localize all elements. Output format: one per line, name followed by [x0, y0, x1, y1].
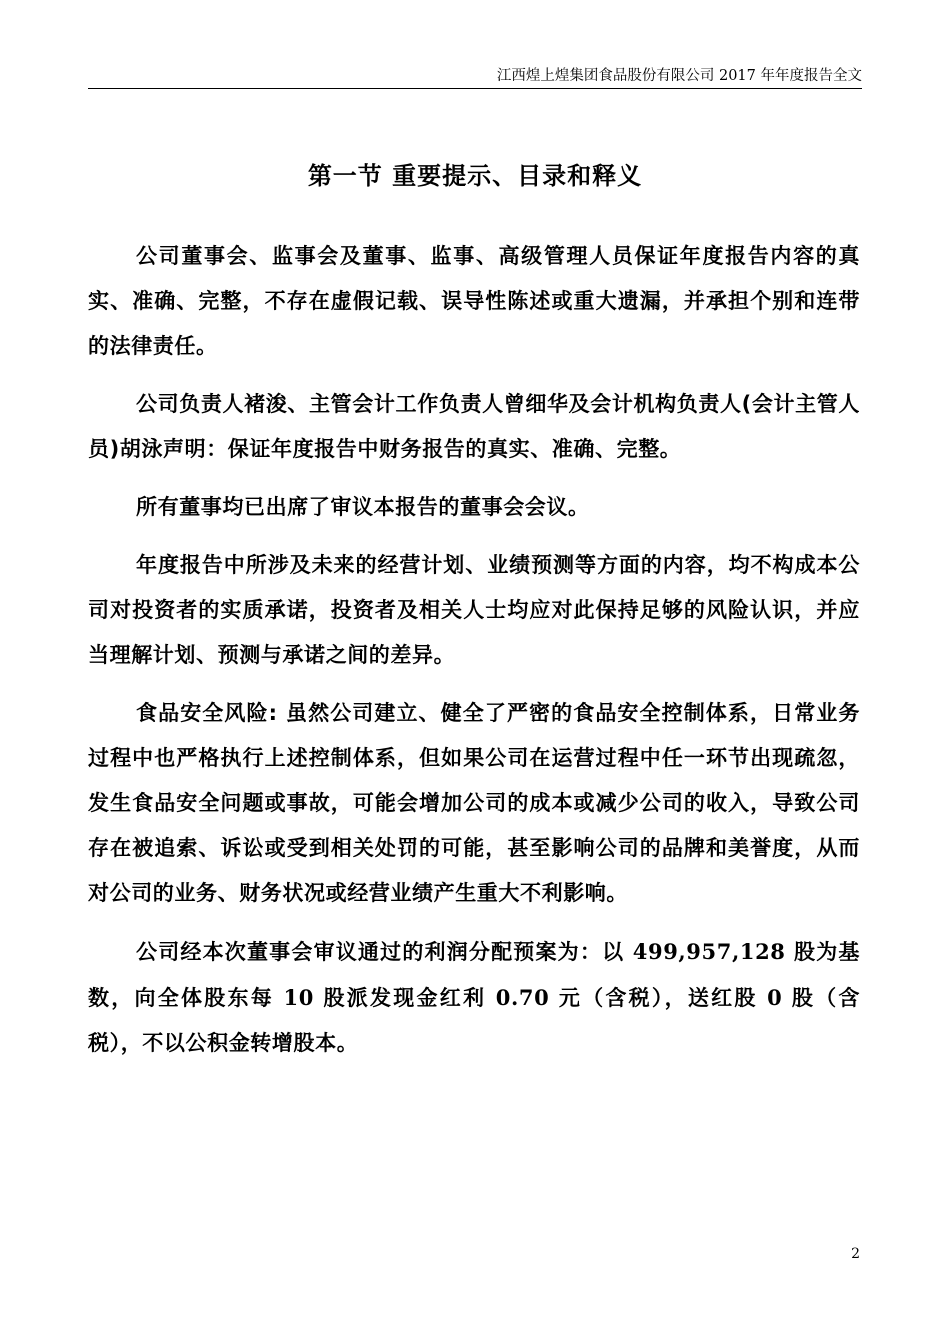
profit-text-e: 股（含税），不以公积金转增股本。 — [88, 986, 861, 1055]
paragraph-board-guarantee: 公司董事会、监事会及董事、监事、高级管理人员保证年度报告内容的真实、准确、完整，不存在虚假记载、误导性陈述或重大遗漏，并承担个别和连带的法律责任。 — [88, 244, 860, 358]
paragraph-responsible-persons: 公司负责人褚浚、主管会计工作负责人曾细华及会计机构负责人(会计主管人员)胡泳声明：保证年度报告中财务报告的真实、准确、完整。 — [88, 392, 860, 461]
cash-dividend-amount: 0.70 — [495, 985, 550, 1010]
section-title: 第一节 重要提示、目录和释义 — [307, 162, 643, 190]
paragraph-food-safety-risk — [88, 691, 860, 916]
header-text: 江西煌上煌集团食品股份有限公司 2017 年年度报告全文 — [496, 68, 862, 84]
share-base-count: 499,957,128 — [632, 939, 786, 964]
paragraph-forward-looking: 年度报告中所涉及未来的经营计划、业绩预测等方面的内容，均不构成本公司对投资者的实质承诺，投资者及相关人士均应对此保持足够的风险认识，并应当理解计划、预测与承诺之间的差异。 — [88, 553, 860, 667]
paragraph-profit-distribution — [88, 929, 860, 1066]
per-shares-count: 10 — [283, 985, 314, 1010]
profit-text-c: 股派发现金红利 — [313, 986, 496, 1010]
food-safety-risk-label: 食品安全风险: — [136, 701, 278, 725]
document-body — [88, 234, 860, 1079]
profit-text-d: 元（含税），送红股 — [549, 986, 768, 1010]
bonus-shares-count: 0 — [767, 985, 783, 1010]
page-number: 2 — [851, 1246, 860, 1262]
profit-text-b: 股为基数，向全体股东每 — [88, 940, 860, 1010]
page-header — [88, 60, 862, 89]
profit-text-a: 公司经本次董事会审议通过的利润分配预案为：以 — [136, 940, 633, 964]
food-safety-risk-body: 虽然公司建立、健全了严密的食品安全控制体系，日常业务过程中也严格执行上述控制体系，但如果公司在运营过程中任一环节出现疏忽，发生食品安全问题或事故，可能会增加公司的成本或减少公司的收入，导致公司存在被追索、诉讼或受到相关处罚的可能，甚至影响公司的品牌和美誉度，从而对公司的业务、财务状况或经营业绩产生重大不利影响。 — [88, 701, 860, 905]
paragraph-director-attendance: 所有董事均已出席了审议本报告的董事会会议。 — [136, 495, 590, 519]
